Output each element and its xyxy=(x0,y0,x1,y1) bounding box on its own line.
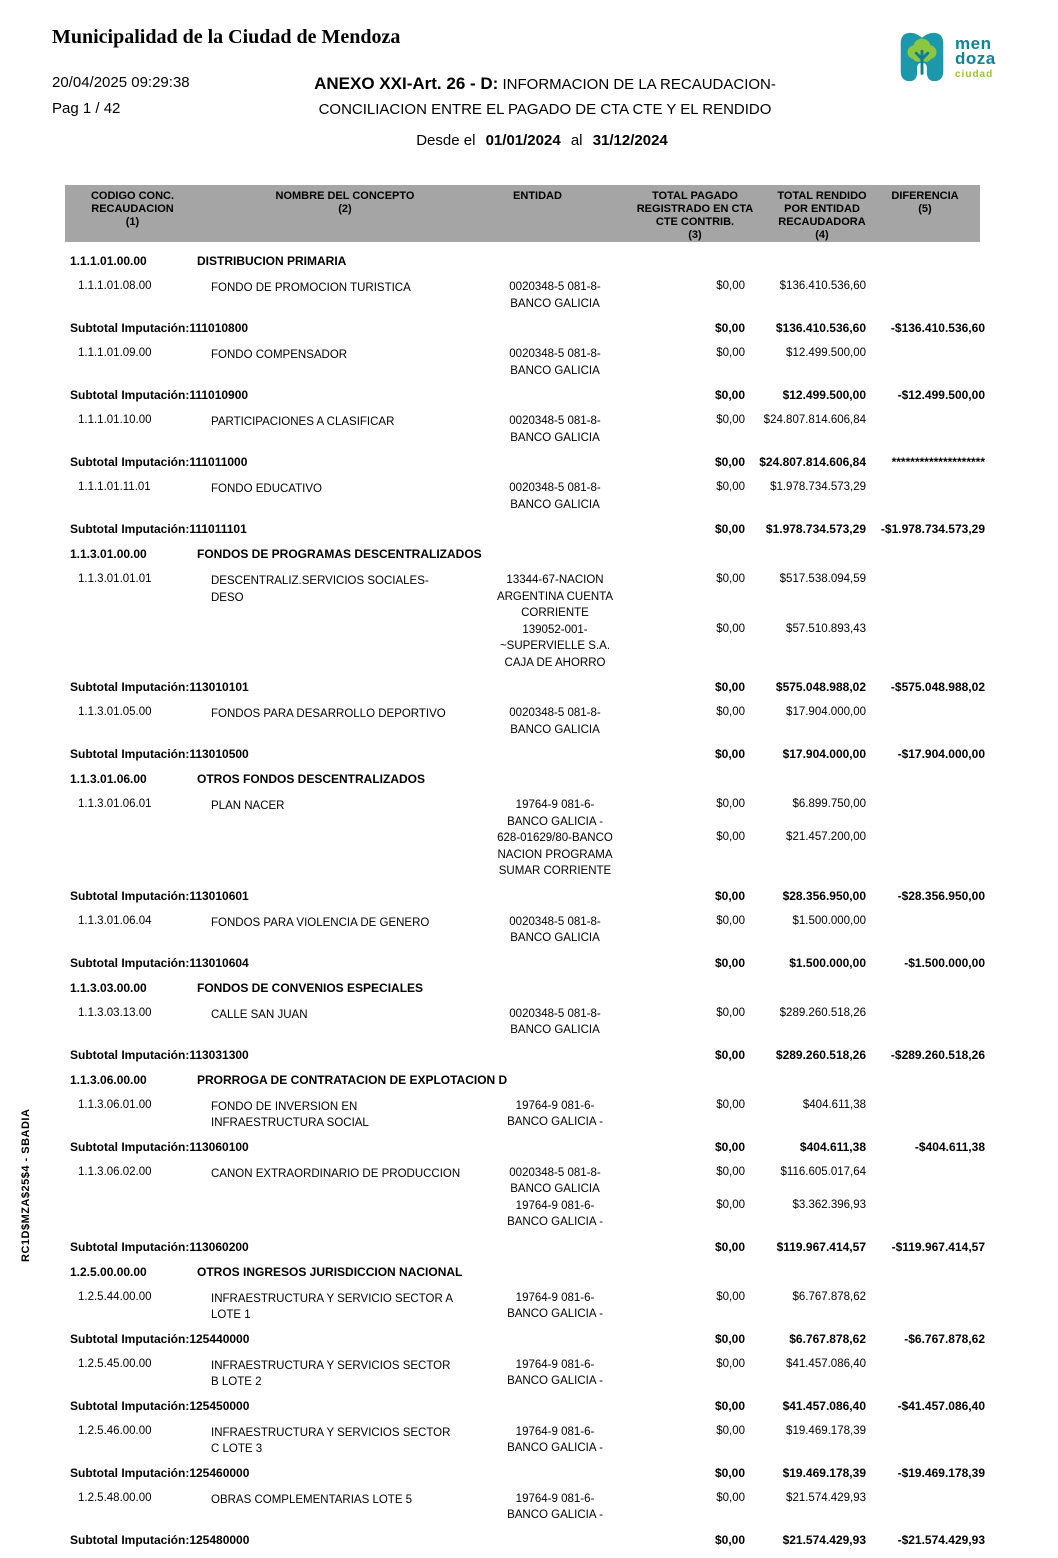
entity-line: BANCO GALICIA - xyxy=(507,1442,603,1454)
subtotal-row xyxy=(65,522,985,538)
column-header-line: DIFERENCIA xyxy=(891,190,959,202)
entity-line: ARGENTINA CUENTA xyxy=(496,590,614,603)
amount-rendido: $28.356.950,00 xyxy=(782,888,866,903)
subtotal-label: Subtotal Imputación:125440000 xyxy=(70,1331,250,1346)
subtotal-label: Subtotal Imputación:125480000 xyxy=(70,1532,250,1547)
section-name: PRORROGA DE CONTRATACION DE EXPLOTACION D xyxy=(197,1072,508,1087)
entity-line: 0020348-5 081-8- xyxy=(509,1166,601,1179)
entity-line: BANCO GALICIA xyxy=(510,498,600,511)
entity-line: BANCO GALICIA xyxy=(510,723,600,736)
detail-row xyxy=(65,346,985,379)
amount-rendido: $24.807.814.606,84 xyxy=(759,455,866,469)
amount-pagado: $0,00 xyxy=(714,321,745,335)
entity-lines xyxy=(465,1198,645,1231)
amount-rendido: $3.362.396,93 xyxy=(792,1198,866,1211)
amount-rendido: $1.978.734.573,29 xyxy=(765,522,866,536)
amount-diferencia: -$404.611,38 xyxy=(914,1139,985,1154)
column-header-codigo xyxy=(65,190,200,229)
logo-line3: ciudad xyxy=(955,69,994,80)
entity-entry xyxy=(65,480,985,513)
entity-entry xyxy=(65,279,985,312)
detail-row xyxy=(65,480,985,513)
section-code: 1.2.5.00.00.00 xyxy=(70,1264,147,1279)
section-code: 1.1.1.01.00.00 xyxy=(70,254,147,268)
report-title-block xyxy=(150,74,940,149)
entity-line: 0020348-5 081-8- xyxy=(509,281,601,293)
amount-pagado: $0,00 xyxy=(716,798,745,810)
section-code: 1.1.3.01.00.00 xyxy=(70,547,147,561)
subtotal-row xyxy=(65,956,985,972)
entity-lines xyxy=(465,1357,645,1390)
entity-lines xyxy=(465,1098,645,1131)
column-header-diferencia xyxy=(870,190,980,216)
subtotal-label: Subtotal Imputación:113010604 xyxy=(70,955,249,970)
subtotal-label: Subtotal Imputación:113010101 xyxy=(70,680,249,694)
entity-entry xyxy=(65,797,985,830)
column-header-line: (3) xyxy=(688,229,702,241)
row-code: 1.2.5.48.00.00 xyxy=(78,1491,152,1504)
amount-diferencia: ******************** xyxy=(891,455,985,469)
report-title xyxy=(150,74,940,95)
amount-rendido: $136.410.536,60 xyxy=(775,321,866,335)
subtotal-row xyxy=(65,1240,985,1256)
concept-line: OBRAS COMPLEMENTARIAS LOTE 5 xyxy=(211,1493,413,1506)
column-header-line: (4) xyxy=(815,229,829,241)
entity-line: 0020348-5 081-8- xyxy=(509,1007,601,1020)
column-header-total-pagado xyxy=(635,190,755,242)
entity-lines xyxy=(465,830,645,880)
entity-line: BANCO GALICIA xyxy=(510,297,600,310)
subtotal-row xyxy=(65,1140,985,1156)
amount-diferencia: -$1.978.734.573,29 xyxy=(880,522,985,536)
concept-line: FONDO DE INVERSION EN xyxy=(211,1100,358,1113)
detail-row xyxy=(65,1290,985,1323)
amount-rendido: $119.967.414,57 xyxy=(776,1239,866,1254)
entity-lines xyxy=(465,480,645,513)
entity-lines xyxy=(465,622,645,672)
column-header-total-rendido xyxy=(762,190,882,242)
column-header-line: TOTAL RENDIDO xyxy=(777,190,867,202)
section-row xyxy=(65,1073,985,1089)
logo-text xyxy=(955,36,996,82)
entity-entry xyxy=(65,1424,985,1457)
amount-rendido: $57.510.893,43 xyxy=(786,622,866,635)
report-title-bold: ANEXO XXI-Art. 26 - D: xyxy=(314,74,499,93)
section-row xyxy=(65,254,985,270)
concept-line: PARTICIPACIONES A CLASIFICAR xyxy=(211,416,395,428)
row-code: 1.1.3.01.06.01 xyxy=(78,798,152,810)
subtotal-row xyxy=(65,889,985,905)
amount-pagado: $0,00 xyxy=(716,914,745,927)
concept-line: INFRAESTRUCTURA Y SERVICIOS SECTOR xyxy=(211,1359,451,1372)
report-subtitle: CONCILIACION ENTRE EL PAGADO DE CTA CTE Y EL RENDIDO xyxy=(318,101,772,118)
subtotal-row xyxy=(65,1048,985,1064)
table-rows xyxy=(65,252,985,1558)
amount-pagado: $0,00 xyxy=(716,1424,745,1437)
detail-row xyxy=(65,1424,985,1457)
section-row xyxy=(65,1265,985,1281)
entity-line: BANCO GALICIA - xyxy=(507,1375,603,1387)
amount-pagado: $0,00 xyxy=(714,455,745,469)
amount-pagado: $0,00 xyxy=(716,573,745,585)
amount-rendido: $12.499.500,00 xyxy=(782,388,866,402)
section-code: 1.1.3.03.00.00 xyxy=(70,980,147,995)
subtotal-row xyxy=(65,388,985,404)
concept-line: CANON EXTRAORDINARIO DE PRODUCCION xyxy=(211,1167,461,1180)
logo-line2: doza xyxy=(955,49,996,68)
concept-line: B LOTE 2 xyxy=(211,1376,262,1388)
entity-entry xyxy=(65,346,985,379)
row-code: 1.1.3.01.06.04 xyxy=(78,914,152,927)
subtotal-row xyxy=(65,455,985,471)
entity-lines xyxy=(465,572,645,622)
detail-row xyxy=(65,413,985,446)
amount-diferencia: -$136.410.536,60 xyxy=(890,321,985,335)
subtotal-label: Subtotal Imputación:113060100 xyxy=(70,1139,249,1154)
amount-pagado: $0,00 xyxy=(714,522,745,536)
amount-pagado: $0,00 xyxy=(716,481,745,493)
entity-lines xyxy=(465,1165,645,1198)
amount-pagado: $0,00 xyxy=(716,1198,745,1211)
detail-row xyxy=(65,1098,985,1131)
amount-rendido: $1.500.000,00 xyxy=(789,955,866,970)
entity-lines xyxy=(465,346,645,379)
detail-row xyxy=(65,914,985,947)
entity-line: 0020348-5 081-8- xyxy=(509,348,601,360)
amount-pagado: $0,00 xyxy=(716,1491,745,1504)
concept-line: FONDO COMPENSADOR xyxy=(211,349,348,361)
entity-lines xyxy=(465,413,645,446)
period-date-from: 01/01/2024 xyxy=(485,132,561,149)
amount-pagado: $0,00 xyxy=(716,706,745,718)
amount-rendido: $404.611,38 xyxy=(799,1139,866,1154)
detail-row xyxy=(65,1491,985,1524)
concept-line: INFRAESTRUCTURA SOCIAL xyxy=(211,1117,369,1129)
subtotal-row xyxy=(65,747,985,763)
amount-rendido: $21.457.200,00 xyxy=(786,831,866,843)
entity-line: BANCO GALICIA - xyxy=(507,1216,603,1228)
detail-row xyxy=(65,572,985,671)
amount-rendido: $24.807.814.606,84 xyxy=(763,414,866,426)
entity-line: 19764-9 081-6- xyxy=(515,799,595,811)
entity-line: 628-01629/80-BANCO xyxy=(497,832,613,844)
section-code: 1.1.3.06.00.00 xyxy=(70,1072,147,1087)
subtotal-label: Subtotal Imputación:111010900 xyxy=(70,388,249,402)
entity-line: BANCO GALICIA - xyxy=(507,815,603,828)
subtotal-row xyxy=(65,1332,985,1348)
amount-rendido: $12.499.500,00 xyxy=(786,347,866,359)
column-header-nombre xyxy=(215,190,475,216)
report-title-rest: INFORMACION DE LA RECAUDACION- xyxy=(498,76,776,93)
row-code: 1.2.5.46.00.00 xyxy=(78,1424,152,1437)
entity-entry xyxy=(65,413,985,446)
column-header-line: TOTAL PAGADO xyxy=(652,190,738,202)
amount-diferencia: -$6.767.878,62 xyxy=(904,1331,985,1346)
amount-pagado: $0,00 xyxy=(714,388,745,402)
amount-rendido: $17.904.000,00 xyxy=(786,706,866,718)
amount-diferencia: -$119.967.414,57 xyxy=(891,1239,985,1254)
entity-line: 0020348-5 081-8- xyxy=(509,915,601,928)
entity-entry xyxy=(65,830,985,880)
entity-line: CORRIENTE xyxy=(521,607,589,619)
entity-line: BANCO GALICIA - xyxy=(507,1308,603,1320)
entity-lines xyxy=(465,1491,645,1524)
entity-line: BANCO GALICIA xyxy=(510,1183,600,1195)
concept-line: DESO xyxy=(211,591,244,604)
concept-line: CALLE SAN JUAN xyxy=(211,1008,308,1021)
column-header-line: RECAUDADORA xyxy=(778,216,866,228)
entity-line: 19764-9 081-6- xyxy=(515,1425,595,1438)
detail-row xyxy=(65,279,985,312)
entity-line: BANCO GALICIA xyxy=(510,364,600,377)
entity-entry xyxy=(65,914,985,947)
mendoza-m-tree-icon xyxy=(893,28,951,91)
entity-line: BANCO GALICIA - xyxy=(507,1116,603,1128)
detail-row xyxy=(65,1165,985,1231)
entity-line: 19764-9 081-6- xyxy=(515,1492,595,1505)
subtotal-row xyxy=(65,680,985,696)
subtotal-row xyxy=(65,1466,985,1482)
section-row xyxy=(65,981,985,997)
amount-pagado: $0,00 xyxy=(714,1465,745,1480)
subtotal-label: Subtotal Imputación:113060200 xyxy=(70,1239,249,1254)
amount-pagado: $0,00 xyxy=(714,680,745,694)
amount-pagado: $0,00 xyxy=(714,1532,745,1547)
org-title: Municipalidad de la Ciudad de Mendoza xyxy=(52,26,401,48)
amount-pagado: $0,00 xyxy=(714,1331,745,1346)
column-header-line: RECAUDACION xyxy=(91,203,174,215)
concept-line: C LOTE 3 xyxy=(211,1443,263,1455)
amount-pagado: $0,00 xyxy=(714,747,745,761)
amount-pagado: $0,00 xyxy=(716,1290,745,1303)
entity-entry xyxy=(65,1165,985,1198)
concept-line: FONDO DE PROMOCION TURISTICA xyxy=(211,282,411,294)
amount-rendido: $517.538.094,59 xyxy=(779,573,866,585)
column-header-line: NOMBRE DEL CONCEPTO xyxy=(275,190,415,202)
concept-line: LOTE 1 xyxy=(211,1309,251,1321)
amount-rendido: $21.574.429,93 xyxy=(786,1491,866,1504)
amount-diferencia: -$21.574.429,93 xyxy=(897,1532,985,1547)
amount-rendido: $1.500.000,00 xyxy=(792,914,866,927)
detail-row xyxy=(65,797,985,880)
amount-pagado: $0,00 xyxy=(716,347,745,359)
subtotal-row xyxy=(65,1399,985,1415)
entity-line: 139052-001- xyxy=(522,623,588,636)
amount-pagado: $0,00 xyxy=(716,414,745,426)
entity-lines xyxy=(465,279,645,312)
entity-entry xyxy=(65,1098,985,1131)
entity-entry xyxy=(65,622,985,672)
amount-rendido: $1.978.734.573,29 xyxy=(770,481,866,493)
entity-lines xyxy=(465,1006,645,1039)
page-number: Pag 1 / 42 xyxy=(52,100,121,117)
row-code: 1.1.3.06.01.00 xyxy=(78,1098,152,1111)
concept-line: PLAN NACER xyxy=(211,800,285,812)
column-header-line: ENTIDAD xyxy=(513,190,562,202)
amount-rendido: $41.457.086,40 xyxy=(786,1357,866,1370)
table-header xyxy=(65,185,980,242)
amount-rendido: $289.260.518,26 xyxy=(775,1047,866,1062)
column-header-line: CTE CONTRIB. xyxy=(655,216,735,228)
row-code: 1.1.1.01.09.00 xyxy=(78,347,152,359)
amount-pagado: $0,00 xyxy=(716,1165,745,1178)
amount-pagado: $0,00 xyxy=(716,831,745,843)
entity-lines xyxy=(465,705,645,738)
row-code: 1.1.3.01.05.00 xyxy=(78,706,152,718)
subtotal-label: Subtotal Imputación:111010800 xyxy=(70,321,249,335)
amount-diferencia: -$41.457.086,40 xyxy=(897,1398,985,1413)
amount-diferencia: -$12.499.500,00 xyxy=(897,388,985,402)
amount-rendido: $116.605.017,64 xyxy=(780,1165,866,1178)
entity-line: 0020348-5 081-8- xyxy=(509,482,601,494)
row-code: 1.1.3.06.02.00 xyxy=(78,1165,152,1178)
amount-diferencia: -$575.048.988,02 xyxy=(890,680,985,694)
subtotal-label: Subtotal Imputación:125460000 xyxy=(70,1465,250,1480)
amount-diferencia: -$19.469.178,39 xyxy=(897,1465,985,1480)
amount-pagado: $0,00 xyxy=(714,888,745,903)
entity-line: SUMAR CORRIENTE xyxy=(498,865,612,877)
concept-line: FONDOS PARA DESARROLLO DEPORTIVO xyxy=(211,708,446,720)
amount-pagado: $0,00 xyxy=(716,280,745,292)
entity-line: ~SUPERVIELLE S.A. xyxy=(499,640,611,652)
amount-rendido: $17.904.000,00 xyxy=(782,747,866,761)
concept-line: INFRAESTRUCTURA Y SERVICIOS SECTOR xyxy=(211,1426,451,1439)
entity-line: 0020348-5 081-8- xyxy=(509,415,601,427)
column-header-line: (1) xyxy=(125,216,140,228)
amount-rendido: $6.767.878,62 xyxy=(789,1331,866,1346)
detail-row xyxy=(65,705,985,738)
amount-pagado: $0,00 xyxy=(716,622,745,635)
detail-row xyxy=(65,1357,985,1390)
amount-pagado: $0,00 xyxy=(714,1047,745,1062)
section-name: DISTRIBUCION PRIMARIA xyxy=(197,254,347,268)
amount-rendido: $404.611,38 xyxy=(802,1098,866,1111)
amount-pagado: $0,00 xyxy=(716,1098,745,1111)
amount-pagado: $0,00 xyxy=(716,1357,745,1370)
subtotal-row xyxy=(65,1533,985,1549)
entity-line: 19764-9 081-6- xyxy=(515,1291,595,1304)
section-name: FONDOS DE CONVENIOS ESPECIALES xyxy=(197,980,424,995)
subtotal-label: Subtotal Imputación:113010601 xyxy=(70,888,249,903)
column-header-line: (2) xyxy=(338,203,352,215)
entity-line: BANCO GALICIA - xyxy=(507,1509,603,1521)
amount-rendido: $575.048.988,02 xyxy=(775,680,866,694)
row-code: 1.2.5.44.00.00 xyxy=(78,1290,152,1303)
entity-line: 19764-9 081-6- xyxy=(515,1358,595,1371)
row-code: 1.1.1.01.10.00 xyxy=(78,414,152,426)
subtotal-label: Subtotal Imputación:113010500 xyxy=(70,747,249,761)
detail-row xyxy=(65,1006,985,1039)
period-prefix: Desde el xyxy=(416,132,476,149)
period-mid: al xyxy=(570,132,583,149)
amount-rendido: $6.899.750,00 xyxy=(792,798,866,810)
subtotal-label: Subtotal Imputación:111011000 xyxy=(70,455,248,469)
column-header-line: REGISTRADO EN CTA xyxy=(636,203,754,215)
side-code: RC1D$MZA$25$4 - SBADIA xyxy=(20,1108,32,1262)
amount-pagado: $0,00 xyxy=(714,955,745,970)
amount-rendido: $19.469.178,39 xyxy=(782,1465,866,1480)
amount-diferencia: -$28.356.950,00 xyxy=(897,888,985,903)
amount-rendido: $21.574.429,93 xyxy=(782,1532,866,1547)
entity-line: BANCO GALICIA xyxy=(510,932,600,944)
column-header-line: (5) xyxy=(918,203,932,215)
section-row xyxy=(65,772,985,788)
row-code: 1.1.3.03.13.00 xyxy=(78,1006,152,1019)
entity-entry xyxy=(65,1290,985,1323)
logo-line1: men xyxy=(955,34,992,53)
section-row xyxy=(65,547,985,563)
subtotal-label: Subtotal Imputación:125450000 xyxy=(70,1398,250,1413)
concept-line: DESCENTRALIZ.SERVICIOS SOCIALES- xyxy=(211,575,429,587)
amount-rendido: $136.410.536,60 xyxy=(779,280,866,292)
amount-pagado: $0,00 xyxy=(716,1006,745,1019)
entity-entry xyxy=(65,1357,985,1390)
row-code: 1.2.5.45.00.00 xyxy=(78,1357,152,1370)
row-code: 1.1.3.01.01.01 xyxy=(78,573,152,585)
section-name: OTROS FONDOS DESCENTRALIZADOS xyxy=(197,772,426,786)
entity-lines xyxy=(465,797,645,830)
entity-entry xyxy=(65,1198,985,1231)
entity-line: 19764-9 081-6- xyxy=(515,1099,595,1112)
entity-lines xyxy=(465,914,645,947)
subtotal-label: Subtotal Imputación:111011101 xyxy=(70,522,247,536)
amount-rendido: $41.457.086,40 xyxy=(782,1398,866,1413)
entity-entry xyxy=(65,1006,985,1039)
period-date-to: 31/12/2024 xyxy=(592,132,668,149)
column-header-entidad xyxy=(450,190,625,203)
column-header-line: POR ENTIDAD xyxy=(784,203,860,215)
entity-line: CAJA DE AHORRO xyxy=(504,656,606,669)
concept-line: FONDOS PARA VIOLENCIA DE GENERO xyxy=(211,916,430,929)
amount-rendido: $6.767.878,62 xyxy=(792,1290,866,1303)
concept-line: INFRAESTRUCTURA Y SERVICIO SECTOR A xyxy=(211,1292,453,1305)
entity-line: BANCO GALICIA xyxy=(510,1024,600,1036)
row-code: 1.1.1.01.08.00 xyxy=(78,280,152,292)
amount-diferencia: -$289.260.518,26 xyxy=(890,1047,985,1062)
section-name: OTROS INGRESOS JURISDICCION NACIONAL xyxy=(197,1264,463,1279)
entity-lines xyxy=(465,1424,645,1457)
report-period xyxy=(150,132,940,149)
amount-pagado: $0,00 xyxy=(714,1398,745,1413)
entity-entry xyxy=(65,572,985,622)
subtotal-row xyxy=(65,321,985,337)
entity-line: 13344-67-NACION xyxy=(506,574,604,586)
mendoza-logo xyxy=(893,28,996,91)
entity-entry xyxy=(65,1491,985,1524)
entity-line: BANCO GALICIA xyxy=(510,431,600,444)
column-header-line: CODIGO CONC. xyxy=(90,190,175,202)
amount-rendido: $19.469.178,39 xyxy=(786,1424,866,1437)
report-datetime: 20/04/2025 09:29:38 xyxy=(52,74,190,91)
amount-pagado: $0,00 xyxy=(714,1139,745,1154)
entity-lines xyxy=(465,1290,645,1323)
amount-rendido: $289.260.518,26 xyxy=(779,1006,866,1019)
concept-line: FONDO EDUCATIVO xyxy=(211,483,322,495)
entity-line: 0020348-5 081-8- xyxy=(509,707,601,719)
subtotal-label: Subtotal Imputación:113031300 xyxy=(70,1047,249,1062)
section-name: FONDOS DE PROGRAMAS DESCENTRALIZADOS xyxy=(197,547,482,561)
entity-entry xyxy=(65,705,985,738)
section-code: 1.1.3.01.06.00 xyxy=(70,772,147,786)
row-code: 1.1.1.01.11.01 xyxy=(78,481,151,493)
amount-diferencia: -$1.500.000,00 xyxy=(904,955,985,970)
entity-line: 19764-9 081-6- xyxy=(515,1199,595,1212)
entity-line: NACION PROGRAMA xyxy=(497,848,613,861)
amount-diferencia: -$17.904.000,00 xyxy=(897,747,985,761)
amount-pagado: $0,00 xyxy=(714,1239,745,1254)
